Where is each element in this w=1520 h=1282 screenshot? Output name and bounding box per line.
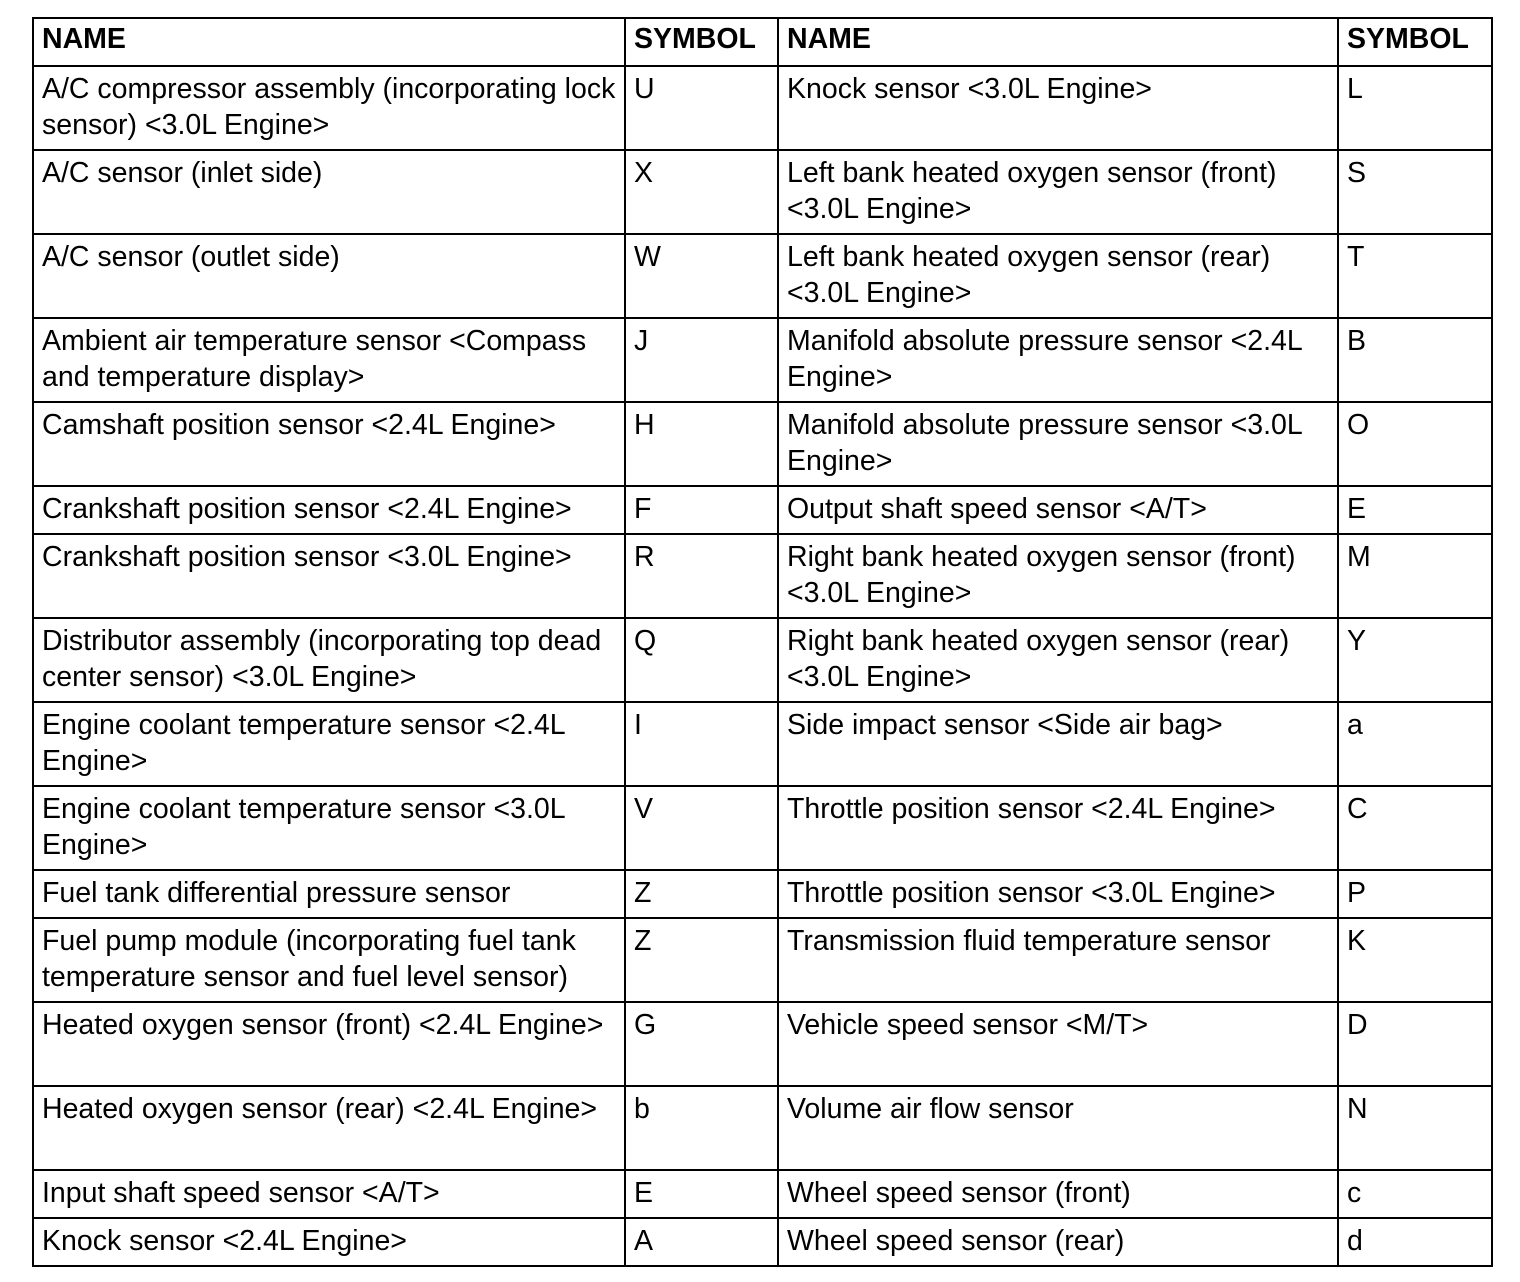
table-row: [33, 486, 1492, 534]
header-name-left: NAME: [33, 18, 625, 66]
table-row: [33, 618, 1492, 702]
header-symbol-left: SYMBOL: [625, 18, 778, 66]
table-row: [33, 1218, 1492, 1266]
left-symbol-cell: R: [625, 534, 778, 618]
left-name-cell: Heated oxygen sensor (front) <2.4L Engine>: [33, 1002, 625, 1086]
left-symbol-cell: H: [625, 402, 778, 486]
right-name-cell: Output shaft speed sensor <A/T>: [778, 486, 1338, 534]
table-row: [33, 870, 1492, 918]
right-symbol-cell: P: [1338, 870, 1492, 918]
right-symbol-cell: S: [1338, 150, 1492, 234]
left-name-cell: Heated oxygen sensor (rear) <2.4L Engine>: [33, 1086, 625, 1170]
table-row: [33, 1170, 1492, 1218]
right-symbol-cell: T: [1338, 234, 1492, 318]
right-name-cell: Manifold absolute pressure sensor <2.4L Engine>: [778, 318, 1338, 402]
right-symbol-cell: C: [1338, 786, 1492, 870]
table-row: [33, 234, 1492, 318]
left-symbol-cell: E: [625, 1170, 778, 1218]
right-name-cell: Right bank heated oxygen sensor (rear) <3.0L Engine>: [778, 618, 1338, 702]
left-name-cell: Camshaft position sensor <2.4L Engine>: [33, 402, 625, 486]
left-name-cell: Engine coolant temperature sensor <3.0L Engine>: [33, 786, 625, 870]
table-row: [33, 702, 1492, 786]
table-row: [33, 66, 1492, 150]
table-row: [33, 1002, 1492, 1086]
left-name-cell: Crankshaft position sensor <2.4L Engine>: [33, 486, 625, 534]
right-symbol-cell: Y: [1338, 618, 1492, 702]
left-name-cell: A/C sensor (inlet side): [33, 150, 625, 234]
left-symbol-cell: I: [625, 702, 778, 786]
table-row: [33, 786, 1492, 870]
table-row: [33, 402, 1492, 486]
right-name-cell: Left bank heated oxygen sensor (rear) <3.0L Engine>: [778, 234, 1338, 318]
left-name-cell: Engine coolant temperature sensor <2.4L Engine>: [33, 702, 625, 786]
left-symbol-cell: X: [625, 150, 778, 234]
left-symbol-cell: b: [625, 1086, 778, 1170]
sensor-symbol-table: [32, 17, 1493, 1267]
left-symbol-cell: V: [625, 786, 778, 870]
right-symbol-cell: N: [1338, 1086, 1492, 1170]
right-name-cell: Knock sensor <3.0L Engine>: [778, 66, 1338, 150]
right-name-cell: Right bank heated oxygen sensor (front) <3.0L Engine>: [778, 534, 1338, 618]
table-body: [33, 66, 1492, 1266]
left-name-cell: Ambient air temperature sensor <Compass and temperature display>: [33, 318, 625, 402]
right-name-cell: Side impact sensor <Side air bag>: [778, 702, 1338, 786]
table-row: [33, 534, 1492, 618]
right-name-cell: Left bank heated oxygen sensor (front) <3.0L Engine>: [778, 150, 1338, 234]
left-symbol-cell: F: [625, 486, 778, 534]
right-symbol-cell: B: [1338, 318, 1492, 402]
right-symbol-cell: L: [1338, 66, 1492, 150]
right-symbol-cell: E: [1338, 486, 1492, 534]
left-name-cell: Crankshaft position sensor <3.0L Engine>: [33, 534, 625, 618]
right-name-cell: Manifold absolute pressure sensor <3.0L Engine>: [778, 402, 1338, 486]
right-name-cell: Volume air flow sensor: [778, 1086, 1338, 1170]
left-name-cell: Fuel pump module (incorporating fuel tank temperature sensor and fuel level sensor): [33, 918, 625, 1002]
right-name-cell: Wheel speed sensor (rear): [778, 1218, 1338, 1266]
header-name-right: NAME: [778, 18, 1338, 66]
left-symbol-cell: J: [625, 318, 778, 402]
right-name-cell: Vehicle speed sensor <M/T>: [778, 1002, 1338, 1086]
right-name-cell: Wheel speed sensor (front): [778, 1170, 1338, 1218]
right-symbol-cell: O: [1338, 402, 1492, 486]
header-symbol-right: SYMBOL: [1338, 18, 1492, 66]
right-symbol-cell: a: [1338, 702, 1492, 786]
table-row: [33, 1086, 1492, 1170]
left-symbol-cell: U: [625, 66, 778, 150]
left-symbol-cell: G: [625, 1002, 778, 1086]
left-name-cell: A/C compressor assembly (incorporating lock sensor) <3.0L Engine>: [33, 66, 625, 150]
right-name-cell: Throttle position sensor <2.4L Engine>: [778, 786, 1338, 870]
left-name-cell: Knock sensor <2.4L Engine>: [33, 1218, 625, 1266]
left-name-cell: Input shaft speed sensor <A/T>: [33, 1170, 625, 1218]
table-row: [33, 150, 1492, 234]
table-row: [33, 918, 1492, 1002]
left-name-cell: Fuel tank differential pressure sensor: [33, 870, 625, 918]
left-symbol-cell: W: [625, 234, 778, 318]
left-symbol-cell: Z: [625, 918, 778, 1002]
left-symbol-cell: A: [625, 1218, 778, 1266]
table-row: [33, 318, 1492, 402]
right-symbol-cell: D: [1338, 1002, 1492, 1086]
left-name-cell: A/C sensor (outlet side): [33, 234, 625, 318]
right-symbol-cell: M: [1338, 534, 1492, 618]
right-symbol-cell: c: [1338, 1170, 1492, 1218]
table-header-row: [33, 18, 1492, 66]
left-symbol-cell: Z: [625, 870, 778, 918]
right-name-cell: Throttle position sensor <3.0L Engine>: [778, 870, 1338, 918]
right-symbol-cell: K: [1338, 918, 1492, 1002]
right-symbol-cell: d: [1338, 1218, 1492, 1266]
right-name-cell: Transmission fluid temperature sensor: [778, 918, 1338, 1002]
left-symbol-cell: Q: [625, 618, 778, 702]
left-name-cell: Distributor assembly (incorporating top dead center sensor) <3.0L Engine>: [33, 618, 625, 702]
